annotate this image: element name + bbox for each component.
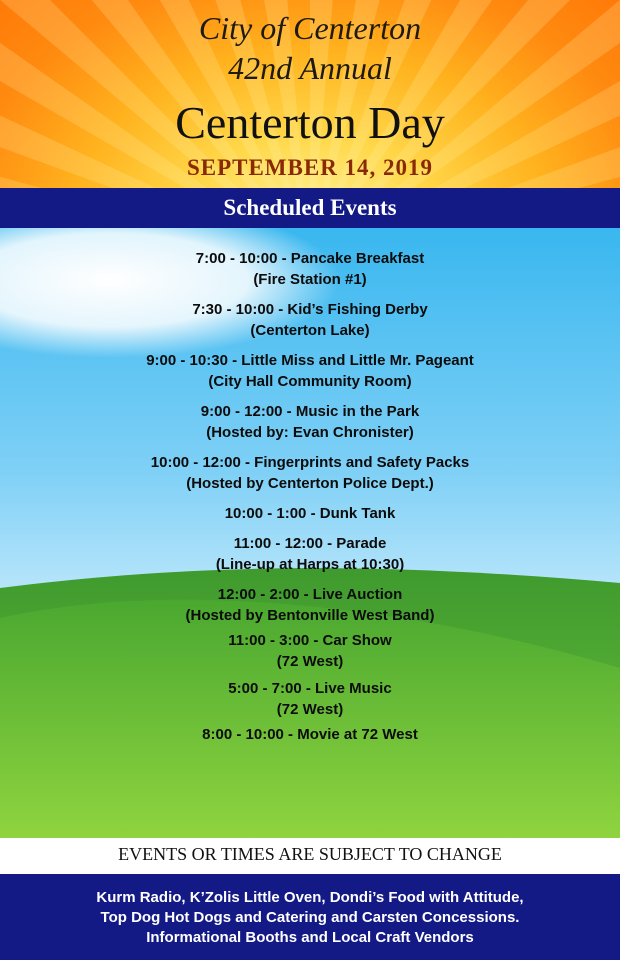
poster-header — [0, 0, 620, 188]
sponsor-line: Top Dog Hot Dogs and Catering and Carsten Concessions. — [100, 909, 520, 926]
event-item — [0, 401, 620, 443]
event-detail: (Hosted by: Evan Chronister) — [206, 424, 414, 441]
header-city-line: City of Centerton — [198, 10, 422, 46]
scheduled-events-banner: Scheduled Events — [0, 188, 620, 228]
event-time-title: 5:00 - 7:00 - Live Music — [228, 680, 392, 697]
event-item — [0, 452, 620, 494]
event-detail: (Hosted by Centerton Police Dept.) — [186, 475, 434, 492]
header-anniversary-line: 42nd Annual — [228, 50, 392, 86]
event-time-title: 12:00 - 2:00 - Live Auction — [217, 586, 403, 603]
event-time-title: 7:00 - 10:00 - Pancake Breakfast — [195, 250, 425, 267]
event-item — [0, 678, 620, 720]
event-date: SEPTEMBER 14, 2019 — [186, 155, 434, 180]
event-item — [0, 350, 620, 392]
event-detail: (72 West) — [276, 701, 344, 718]
event-detail: (Line-up at Harps at 10:30) — [215, 556, 405, 573]
event-item — [0, 630, 620, 672]
sponsor-line: Informational Booths and Local Craft Vendors — [146, 929, 474, 946]
event-detail: (Centerton Lake) — [250, 322, 370, 339]
event-time-title: 10:00 - 1:00 - Dunk Tank — [224, 505, 396, 522]
event-item — [0, 584, 620, 626]
event-detail: (Hosted by Bentonville West Band) — [185, 607, 435, 624]
event-item — [0, 503, 620, 524]
event-detail: (City Hall Community Room) — [208, 373, 412, 390]
event-detail: (72 West) — [276, 653, 344, 670]
event-item — [0, 248, 620, 290]
sponsors-footer — [0, 874, 620, 960]
event-time-title: 7:30 - 10:00 - Kid’s Fishing Derby — [192, 301, 428, 318]
event-detail: (Fire Station #1) — [253, 271, 367, 288]
schedule-change-notice: EVENTS OR TIMES ARE SUBJECT TO CHANGE — [0, 838, 620, 873]
event-time-title: 10:00 - 12:00 - Fingerprints and Safety Packs — [150, 454, 470, 471]
event-time-title: 8:00 - 10:00 - Movie at 72 West — [202, 726, 418, 743]
event-time-title: 9:00 - 10:30 - Little Miss and Little Mr. Pageant — [146, 352, 474, 369]
event-time-title: 11:00 - 12:00 - Parade — [233, 535, 387, 552]
sky-hill-background — [0, 228, 620, 838]
event-time-title: 9:00 - 12:00 - Music in the Park — [200, 403, 420, 420]
events-list — [0, 248, 620, 745]
sponsor-line: Kurm Radio, K’Zolis Little Oven, Dondi’s Food with Attitude, — [96, 889, 524, 906]
event-time-title: 11:00 - 3:00 - Car Show — [228, 632, 392, 649]
event-item — [0, 299, 620, 341]
event-item — [0, 533, 620, 575]
event-item — [0, 724, 620, 745]
poster-title: Centerton Day — [175, 97, 445, 148]
